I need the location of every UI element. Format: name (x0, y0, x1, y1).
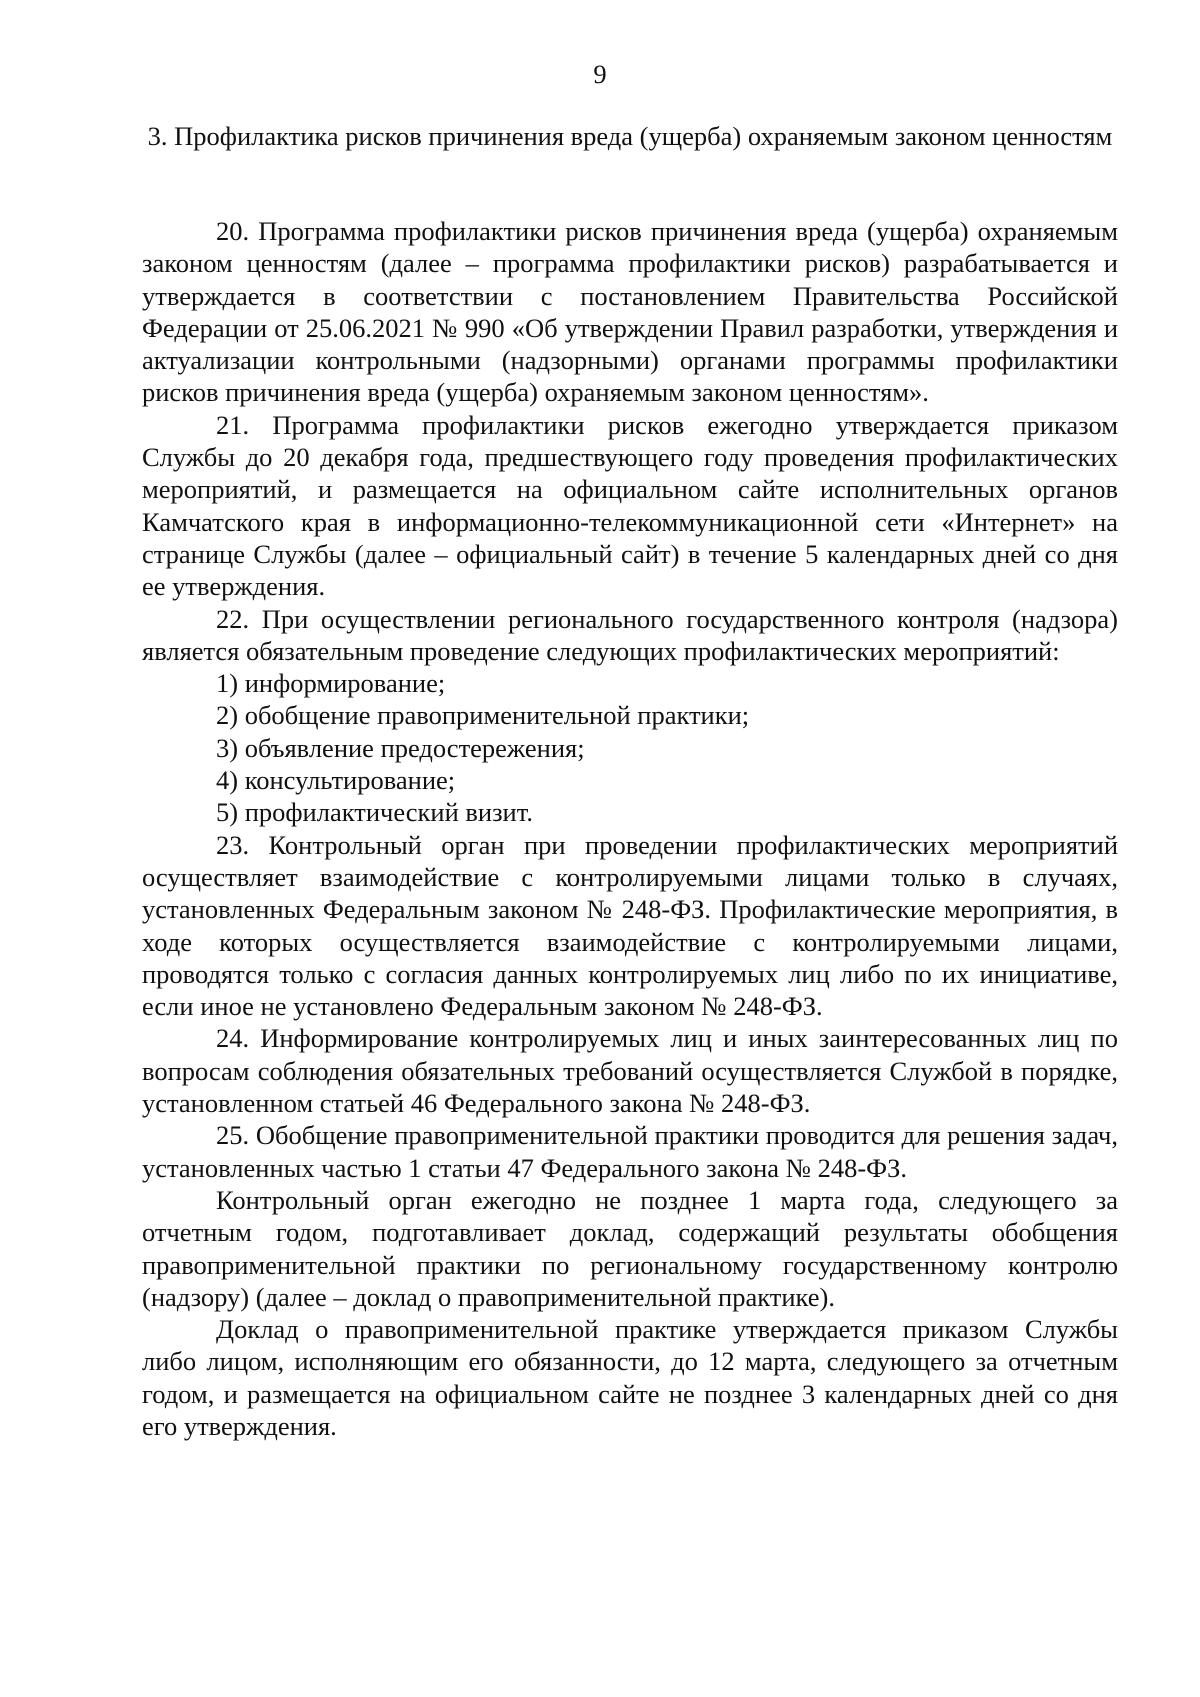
paragraph-25-report: Контрольный орган ежегодно не позднее 1 марта года, следующего за отчетным годом, подготавливает доклад, содержащий результаты обобщения правоприменительной практики по региональному государственному контролю (надзору) (далее – доклад о правоприменительной практике). (142, 1184, 1118, 1312)
list-item-3: 3) объявление предостережения; (216, 732, 585, 763)
list-item-4: 4) консультирование; (216, 765, 456, 796)
paragraph-24: 24. Информирование контролируемых лиц и иных заинтересованных лиц по вопросам соблюдения обязательных требований осуществляется Службой в порядке, установленном статьей 46 Федерального закона № 248-ФЗ. (142, 1023, 1118, 1119)
paragraph-21: 21. Программа профилактики рисков ежегодно утверждается приказом Службы до 20 декабря года, предшествующего году проведения профилактических мероприятий, и размещается на официальном сайте исполнительных органов Камчатского края в информационно-телекоммуникационной сети «Интернет» на странице Службы (далее – официальный сайт) в течение 5 календарных дней со дня ее утверждения. (142, 409, 1118, 602)
section-heading: 3. Профилактика рисков причинения вреда (ущерба) охраняемым законом ценностям (147, 121, 1113, 151)
list-item-5: 5) профилактический визит. (216, 797, 533, 828)
paragraph-25: 25. Обобщение правоприменительной практики проводится для решения задач, установленных частью 1 статьи 47 Федерального закона № 248-ФЗ. (142, 1120, 1118, 1183)
page-number: 9 (593, 59, 607, 89)
list-item-2: 2) обобщение правоприменительной практики; (216, 700, 750, 731)
paragraph-20: 20. Программа профилактики рисков причинения вреда (ущерба) охраняемым законом ценностям (далее – программа профилактики рисков) разрабатывается и утверждается в соответствии с постановлением Правительства Российской Федерации от 25.06.2021 № 990 «Об утверждении Правил разработки, утверждения и актуализации контрольными (надзорными) органами программы профилактики рисков причинения вреда (ущерба) охраняемым законом ценностям». (142, 216, 1118, 408)
paragraph-25-approval: Доклад о правоприменительной практике утверждается приказом Службы либо лицом, исполняющим его обязанности, до 12 марта, следующего за отчетным годом, и размещается на официальном сайте не позднее 3 календарных дней со дня его утверждения. (142, 1314, 1118, 1441)
paragraph-22: 22. При осуществлении регионального государственного контроля (надзора) является обязательным проведение следующих профилактических мероприятий: (142, 603, 1118, 666)
paragraph-23: 23. Контрольный орган при проведении профилактических мероприятий осуществляет взаимодействие с контролируемыми лицами только в случаях, установленных Федеральным законом № 248-ФЗ. Профилактические мероприятия, в ходе которых осуществляется взаимодействие с контролируемыми лицами, проводятся только с согласия данных контролируемых лиц либо по их инициативе, если иное не установлено Федеральным законом № 248-ФЗ. (142, 829, 1118, 1022)
document-body (142, 215, 1118, 1442)
list-item-1: 1) информирование; (216, 668, 446, 699)
